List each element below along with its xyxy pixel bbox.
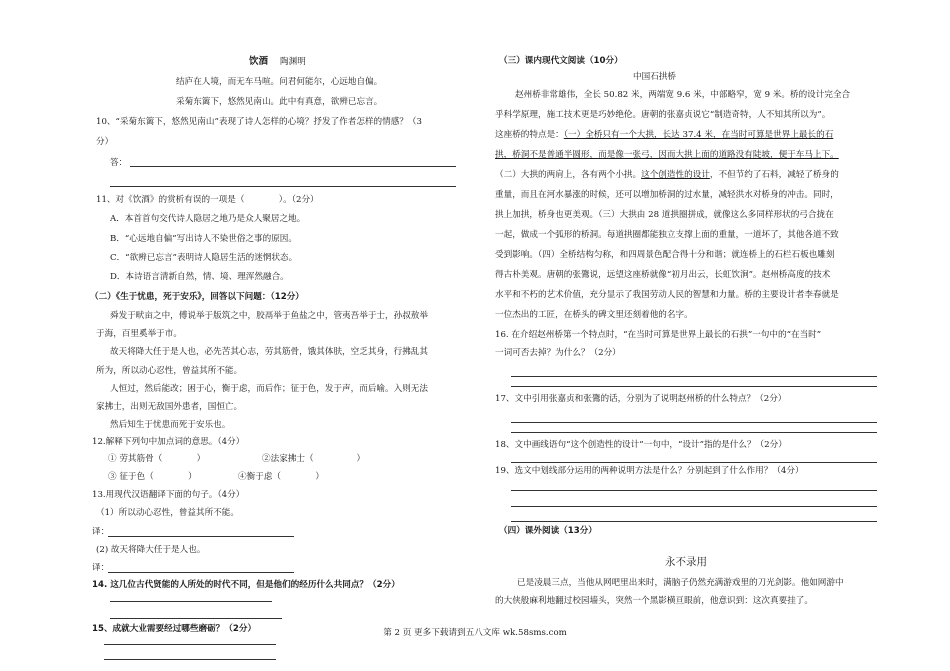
- article-line: 乎科学原理，施工技术更是巧妙绝伦。唐朝的张嘉贞说它“制造奇特，人不知其所以为”。: [495, 110, 831, 120]
- article-text: 这座桥的特点是：: [495, 130, 564, 140]
- question-15: 15、成就大业需要经过哪些磨砺？（2分）: [92, 624, 257, 634]
- question-13-sentence: (2) 故天将降大任于是人也。: [96, 545, 206, 555]
- page-footer: 第 2 页 更多下载请到五八文库 wk.58sms.com: [383, 628, 567, 638]
- article-text: （二）大拱的两肩上，各有两个小拱。: [495, 170, 642, 180]
- answer-line[interactable]: [511, 376, 877, 377]
- translate-label: 译：: [92, 527, 110, 537]
- option-d: D．本诗语言清新自然，情、境、理浑然融合。: [110, 272, 289, 282]
- article-line: 受到影响。（四）全桥结构匀称，和四周景色配合得十分和谐；就连桥上的石栏石板也雕刻: [495, 250, 835, 260]
- underlined-text: 拱，桥洞不是普通半圆形，而是像一张弓，因而大拱上面的道路没有陡坡，便于车马上下。: [495, 150, 839, 160]
- question-12: 12.解释下列句中加点词的意思。（4分）: [92, 437, 245, 447]
- section-3-title: （三）课内现代文阅读（10分）: [499, 56, 623, 66]
- passage-line: 于海，百里奚举于市。: [96, 329, 182, 339]
- question-12-item: ③ 征于色（ ）: [108, 472, 197, 482]
- question-13: 13.用现代汉语翻译下面的句子。（4分）: [92, 490, 245, 500]
- question-10: 10、“采菊东篱下，悠然见南山”表现了诗人怎样的心境？抒发了作者怎样的情感？（3: [96, 117, 422, 127]
- answer-line[interactable]: [511, 422, 877, 423]
- question-14: 14. 这几位古代贤能的人所处的时代不同，但是他们的经历什么共同点？（2分）: [92, 580, 400, 590]
- passage-line: 然后知生于忧患而死于安乐也。: [110, 420, 231, 430]
- article-line: [495, 130, 833, 140]
- answer-line[interactable]: [108, 572, 294, 573]
- question-18: 18、文中画线语句“这个创造性的设计”一句中，“设计”指的是什么？（2分）: [495, 440, 787, 450]
- question-19: 19、选文中划线部分运用的两种说明方法是什么？分别起到了什么作用？（4分）: [495, 466, 804, 476]
- option-c: C．“欲辨已忘言”表明诗人隐居生活的迷惘状态。: [110, 253, 298, 263]
- answer-line[interactable]: [110, 618, 282, 619]
- question-11: 11、对《饮酒》的赏析有误的一项是（ ）。（2分）: [96, 195, 319, 205]
- answer-line[interactable]: [130, 166, 456, 167]
- answer-line[interactable]: [511, 386, 877, 387]
- answer-line[interactable]: [104, 659, 276, 660]
- section-4-title: （四）课外阅读（13分）: [499, 526, 597, 536]
- underlined-design: 这个创造性的设计: [641, 170, 710, 180]
- translate-label: 译：: [92, 563, 110, 573]
- section-2-title: （二）《生于忧患，死于安乐》，回答以下问题：（12分）: [90, 292, 304, 302]
- poem-author: 陶渊明: [280, 57, 306, 67]
- article-line: 一位杰出的工匠，在桥头的碑文里还刻着他的名字。: [495, 310, 693, 320]
- passage-line: 所为，所以动心忍性，曾益其所不能。: [96, 366, 243, 376]
- passage-line: 舜发于畎亩之中，傅说举于版筑之中，胶鬲举于鱼盐之中，管夷吾举于士，孙叔敖举: [110, 311, 428, 321]
- option-b: B．“心远地自偏”写出诗人不染世俗之事的原因。: [110, 234, 297, 244]
- question-16-cont: 一词可否去掉？为什么？（2分）: [495, 348, 621, 358]
- answer-line[interactable]: [110, 601, 272, 602]
- passage-line: 人恒过，然后能改；困于心，衡于虑，而后作；征于色，发于声，而后喻。入则无法: [110, 384, 428, 394]
- article-line: 重量，而且在河水暴涨的时候，还可以增加桥洞的过水量，减轻洪水对桥身的冲击。同时，: [495, 190, 839, 200]
- story-line: 已是凌晨三点，当他从网吧里出来时，满脑子仍然充满游戏里的刀光剑影。他如网游中: [517, 578, 844, 588]
- question-12-item: ②法家拂士（ ）: [262, 454, 366, 464]
- poem-title: 饮酒: [249, 56, 269, 67]
- poem-line: 采菊东篱下，悠然见南山。此中有真意，欲辨已忘言。: [176, 97, 383, 107]
- answer-line[interactable]: [108, 536, 294, 537]
- article-line: 一起，做成一个弧形的桥洞。每道拱圈都能独立支撑上面的重量，一道坏了，其他各道不致: [495, 230, 839, 240]
- underlined-text: （一）全桥只有一个大拱，长达 37.4 米，在当时可算是世界上最长的石: [563, 130, 834, 140]
- article-line: 拱上加拱，桥身也更美观。（三）大拱由 28 道拱圈拼成，就像这么多同样形状的弓合拢在: [495, 210, 834, 220]
- answer-line[interactable]: [511, 462, 877, 463]
- article-line: 得古朴美观。唐朝的张鷟说，远望这座桥就像“初月出云，长虹饮涧”。赵州桥高度的技术: [495, 270, 831, 280]
- question-13-sentence: （1）所以动心忍性，曾益其所不能。: [96, 508, 239, 518]
- answer-line[interactable]: [511, 432, 877, 433]
- article-line: 赵州桥非常雄伟，全长 50.82 米，两端宽 9.6 米，中部略窄，宽 9 米。桥的设计完全合: [515, 90, 851, 100]
- article-title: 中国石拱桥: [633, 72, 676, 82]
- option-a: A．本首首句交代诗人隐居之地乃是众人聚居之地。: [110, 214, 306, 224]
- question-16: 16. 在介绍赵州桥第一个特点时，“在当时可算是世界上最长的石拱”一句中的“在当时”: [495, 330, 822, 340]
- answer-line[interactable]: [511, 490, 877, 491]
- answer-line[interactable]: [511, 506, 877, 507]
- question-12-item: ④衡于虑（ ）: [238, 472, 324, 482]
- answer-line[interactable]: [110, 186, 456, 187]
- passage-line: 家拂士，出则无敌国外患者，国恒亡。: [96, 402, 243, 412]
- answer-label: 答：: [110, 158, 128, 168]
- article-line: [495, 170, 839, 180]
- article-text: ，不但节约了石料，减轻了桥身的: [709, 170, 839, 180]
- question-17: 17、文中引用张嘉贞和张鷟的话，分别为了说明赵州桥的什么特点？（2分）: [495, 394, 787, 404]
- answer-line[interactable]: [511, 521, 877, 522]
- story-title: 永不录用: [665, 556, 707, 568]
- passage-line: 故天将降大任于是人也，必先苦其心志，劳其筋骨，饿其体肤，空乏其身，行拂乱其: [110, 347, 428, 357]
- article-line: 水平和不朽的艺术价值，充分显示了我国劳动人民的智慧和力量。桥的主要设计者李春就是: [495, 290, 839, 300]
- answer-line[interactable]: [104, 644, 276, 645]
- story-line: 的大侠般麻利地翻过校园墙头，突然一个黑影横亘眼前，他意识到：这次真要挂了。: [495, 596, 813, 606]
- question-10-cont: 分）: [96, 137, 114, 147]
- poem-line: 结庐在人境，而无车马喧。问君何能尔，心远地自偏。: [176, 77, 383, 87]
- question-12-item: ① 劳其筋骨（ ）: [108, 454, 206, 464]
